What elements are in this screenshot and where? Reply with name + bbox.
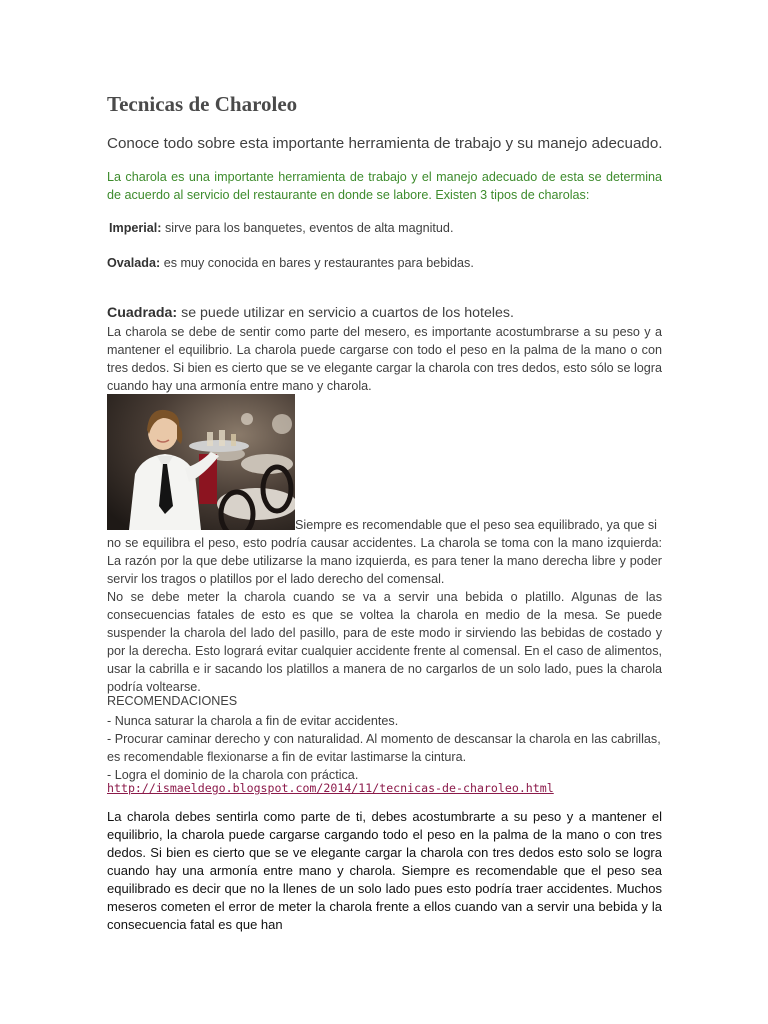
type-ovalada — [107, 256, 474, 270]
subtitle: Conoce todo sobre esta importante herramienta de trabajo y su manejo adecuado. — [107, 135, 663, 152]
final-paragraph: La charola debes sentirla como parte de ti, debes acostumbrarte a su peso y a mantener el equilibrio, la charola puede cargarse cargando todo el peso en la palma de la mano o con tres dedos. Si bien es cierto que se ve elegante cargar la charola con tres dedos esto solo se logra cuando hay una armonía entre mano y charola. Siempre es recomendable que el peso sea equilibrado es decir que no la llenes de un solo lado pues esto podría traer accidentes. Muchos meseros cometen el error de meter la charola frente a ellos cuando van a servir una bebida y la consecuencia fatal es que han — [107, 809, 662, 932]
type-cuadrada — [107, 305, 514, 321]
paragraph-first-line: Siempre es recomendable que el peso sea equilibrado, ya que si — [295, 518, 657, 532]
paragraph-no-meter: No se debe meter la charola cuando se va a servir una bebida o platillo. Algunas de las consecuencias fatales de esto es que se voltea la charola en medio de la mesa. Se puede suspender la charola del lado del pasillo, para de este modo ir sirviendo las bebidas de costado y por la derecha. Esto logrará evitar cualquier accidente frente al comensal. En el caso de alimentos, usar la cabrilla e ir sacando los platillos a manera de no cargarlos de un solo lado, pues la charola podría voltearse. — [107, 590, 662, 694]
type-imperial — [109, 221, 453, 235]
type-desc: se puede utilizar en servicio a cuartos de los hoteles. — [177, 305, 514, 321]
list-item: - Nunca saturar la charola a fin de evitar accidentes. — [107, 714, 399, 728]
type-desc: sirve para los banquetes, eventos de alta magnitud. — [161, 221, 454, 235]
recommendations-list — [107, 712, 662, 784]
intro-paragraph: La charola es una importante herramienta de trabajo y el manejo adecuado de esta se determina de acuerdo al servicio del restaurante en donde se labore. Existen 3 tipos de charolas: — [107, 170, 662, 202]
type-desc: es muy conocida en bares y restaurantes para bebidas. — [160, 256, 474, 270]
recommendations-heading: RECOMENDACIONES — [107, 694, 238, 708]
source-link[interactable]: http://ismaeldego.blogspot.com/2014/11/tecnicas-de-charoleo.html — [107, 781, 554, 795]
list-item: - Logra el dominio de la charola con práctica. — [107, 768, 359, 782]
type-name: Imperial: — [109, 221, 162, 235]
paragraph-equilibrio — [107, 516, 662, 696]
paragraph-continuation: no se equilibra el peso, esto podría causar accidentes. La charola se toma con la mano izquierda: La razón por la que debe utilizarse la mano izquierda, es para tener la mano derecha libre y poder servir los tragos o platillos por el lado derecho del comensal. — [107, 536, 662, 586]
waitress-photo — [107, 394, 295, 530]
type-name: Cuadrada: — [107, 305, 178, 321]
paragraph-charola: La charola se debe de sentir como parte del mesero, es importante acostumbrarse a su peso y a mantener el equilibrio. La charola puede cargarse con todo el peso en la palma de la mano o con tres dedos. Si bien es cierto que se ve elegante cargar la charola con tres dedos, esto sólo se logra cuando hay una armonía entre mano y charola. — [107, 325, 662, 393]
type-name: Ovalada: — [107, 256, 161, 270]
page-title: Tecnicas de Charoleo — [107, 92, 298, 116]
list-item: - Procurar caminar derecho y con naturalidad. Al momento de descansar la charola en las cabrillas, es recomendable flexionarse a fin de evitar lastimarse la cintura. — [107, 732, 661, 764]
